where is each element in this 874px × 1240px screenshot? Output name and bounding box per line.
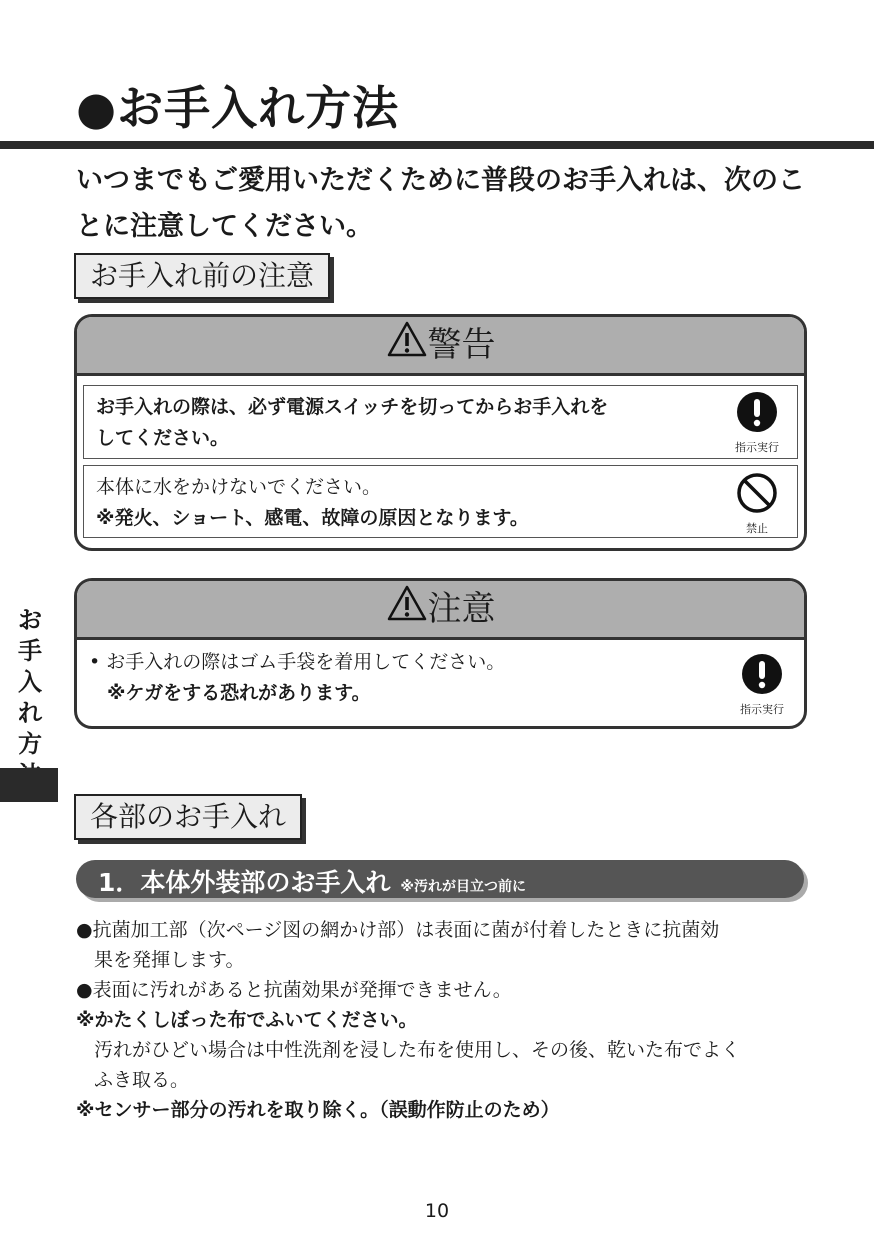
- warning-item-water: [83, 465, 798, 538]
- caution-text-line: ※ケガをする恐れがあります。: [107, 682, 371, 704]
- intro-line: いつまでもご愛用いただくために普段のお手入れは、次のこ: [76, 165, 805, 196]
- mandatory-sign-label: 指示実行: [740, 703, 784, 716]
- caution-triangle-icon: [386, 583, 428, 639]
- prohibition-sign-label: 禁止: [746, 522, 768, 535]
- warning-heading: 警告: [427, 325, 496, 365]
- side-tab-marker: [0, 768, 58, 802]
- section-heading-before-care: お手入れ前の注意: [74, 253, 330, 299]
- side-tab-label: [2, 605, 58, 791]
- instruction-line: ふき取る。: [94, 1069, 190, 1091]
- caution-panel: [74, 578, 807, 729]
- prohibited-icon: [736, 472, 778, 514]
- instruction-line: ●表面に汚れがあると抗菌効果が発揮できません。: [76, 979, 512, 1001]
- instruction-line: ※かたくしぼった布でふいてください。: [76, 1009, 418, 1031]
- mandatory-action-icon: [741, 653, 783, 695]
- section-heading-each-part: 各部のお手入れ: [74, 794, 302, 840]
- mandatory-sign-label: 指示実行: [735, 441, 779, 454]
- warning-panel: [74, 314, 807, 551]
- warning-text-line: ※発火、ショート、感電、故障の原因となります。: [96, 507, 529, 529]
- subsection-note: ※汚れが目立つ前に: [400, 879, 527, 895]
- intro-line: とに注意してください。: [76, 211, 373, 242]
- warning-text-line: お手入れの際は、必ず電源スイッチを切ってからお手入れを: [96, 396, 609, 418]
- caution-heading: 注意: [427, 589, 496, 629]
- prohibition-sign: [729, 472, 785, 536]
- instruction-line: 果を発揮します。: [94, 949, 245, 971]
- caution-text-line: • お手入れの際はゴム手袋を着用してください。: [89, 651, 506, 673]
- page-title: ●お手入れ方法: [76, 81, 400, 135]
- warning-text-line: 本体に水をかけないでください。: [96, 476, 382, 498]
- warning-triangle-icon: [386, 319, 428, 375]
- side-tab-text: お手入れ方: [18, 606, 42, 758]
- mandatory-sign: [734, 653, 790, 717]
- subsection-heading: 1．本体外装部のお手入れ: [98, 868, 391, 897]
- title-rule: [0, 141, 874, 149]
- instruction-line: ※センサー部分の汚れを取り除く。（誤動作防止のため）: [76, 1099, 560, 1121]
- caution-header: [77, 581, 804, 640]
- intro-text: [76, 158, 806, 250]
- page-number: 10: [424, 1200, 450, 1222]
- warning-header: [77, 317, 804, 376]
- mandatory-action-icon: [736, 391, 778, 433]
- care-instructions: [76, 915, 816, 1125]
- instruction-line: ●抗菌加工部（次ページ図の網かけ部）は表面に菌が付着したときに抗菌効: [76, 919, 720, 941]
- warning-item-power: [83, 385, 798, 459]
- caution-text: [89, 647, 505, 709]
- subsection-heading-bar: [76, 860, 804, 898]
- instruction-line: 汚れがひどい場合は中性洗剤を浸した布を使用し、その後、乾いた布でよく: [94, 1039, 741, 1061]
- warning-text-line: してください。: [96, 427, 230, 449]
- mandatory-sign: [729, 391, 785, 455]
